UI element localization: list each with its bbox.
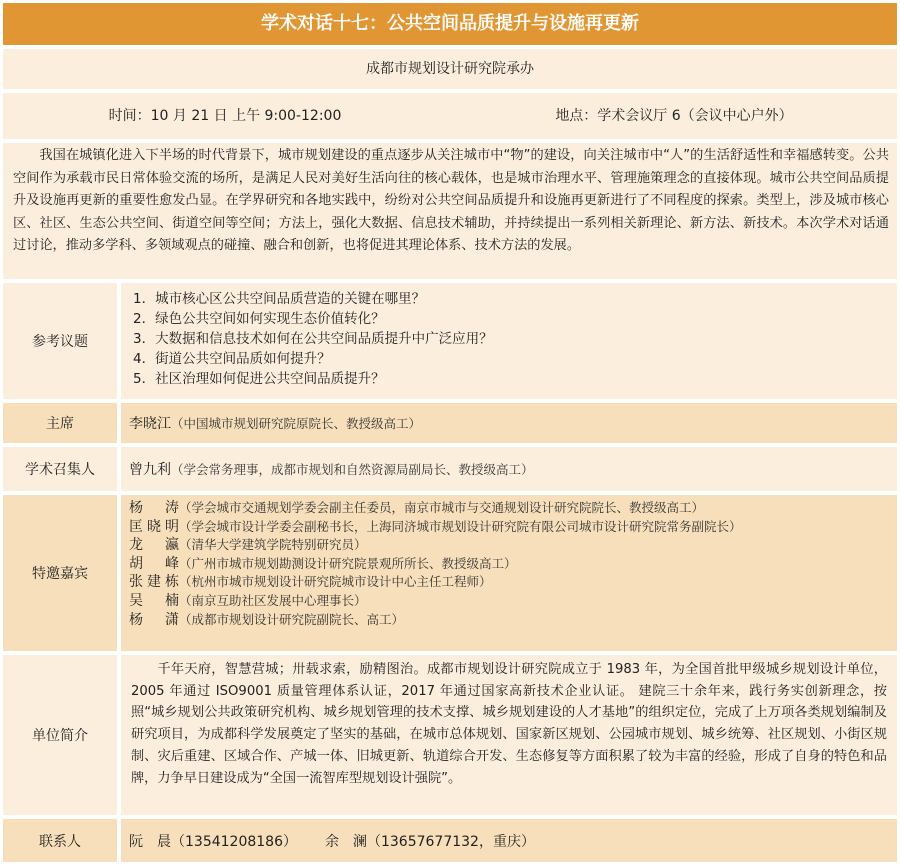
page-title: 学术对话十七：公共空间品质提升与设施再更新 (3, 3, 897, 45)
topics-label: 参考议题 (3, 283, 117, 399)
chair-row (3, 403, 897, 443)
guest-item (129, 611, 897, 630)
chair-label: 主席 (3, 403, 117, 443)
chair-name: 李晓江 (129, 416, 171, 432)
guest-name: 张建栋 (129, 574, 179, 591)
guest-item (129, 518, 897, 537)
guest-desc: （学会城市设计学委会副秘书长，上海同济城市规划设计研究院有限公司城市设计研究院常务副院长） (179, 518, 742, 534)
convener-row (3, 447, 897, 491)
guest-desc: （学会城市交通规划学委会副主任委员，南京市城市与交通规划设计研究院院长、教授级高工） (179, 500, 705, 515)
guest-name: 龙瀛 (129, 537, 179, 554)
schedule-table (3, 3, 897, 862)
guest-item (129, 555, 897, 574)
convener-name: 曾九利 (129, 462, 171, 478)
guest-name: 匡晓明 (129, 518, 179, 535)
guest-desc: （广州市城市规划勘测设计研究院景观所所长、教授级高工） (179, 555, 517, 571)
topic-item: 1．城市核心区公共空间品质营造的关键在哪里？ (133, 291, 426, 307)
time-place-row (3, 93, 897, 139)
event-place: 地点：学术会议厅 6（会议中心户外） (555, 108, 793, 124)
guest-item (129, 573, 897, 592)
convener-desc: （学会常务理事，成都市规划和自然资源局副局长、教授级高工） (171, 462, 534, 477)
host-organization: 成都市规划设计研究院承办 (3, 49, 897, 89)
event-time: 时间：10 月 21 日 上午 9:00-12:00 (108, 108, 342, 124)
topics-row (3, 283, 897, 399)
guest-name: 杨涛 (129, 500, 179, 516)
guests-label: 特邀嘉宾 (3, 495, 117, 651)
guest-item (129, 499, 897, 518)
contact-phone: （13657677132，重庆） (366, 833, 535, 850)
guest-name: 吴楠 (129, 592, 179, 609)
guest-item (129, 536, 897, 555)
contact-phone: （13541208186） (171, 833, 297, 850)
unit-row (3, 655, 897, 815)
topics-list (121, 283, 897, 389)
topic-item: 2．绿色公共空间如何实现生态价值转化？ (133, 311, 385, 327)
topic-item: 4．街道公共空间品质如何提升？ (133, 351, 331, 367)
convener-label: 学术召集人 (3, 447, 117, 491)
guest-name: 胡峰 (129, 555, 179, 572)
contact-name: 余 澜 (324, 833, 367, 850)
contact-row (3, 819, 897, 862)
topic-item: 5．社区治理如何促进公共空间品质提升？ (133, 371, 385, 387)
intro-paragraph: 我国在城镇化进入下半场的时代背景下，城市规划建设的重点逐步从关注城市中“物”的建设，向关注城市中“人”的生活舒适性和幸福感转变。公共空间作为承载市民日常体验交流的场所，是满足人民对美好生活向往的核心载体，也是城市治理水平、管理施策理念的直接体现。城市公共空间品质提升及设施再更新的重要性愈发凸显。在学界研究和各地实践中，纷纷对公共空间品质提升和设施再更新进行了不同程度的探索。类型上，涉及城市核心区、社区、生态公共空间、街道空间等空间；方法上，强化大数据、信息技术辅助，并持续提出一系列相关新理论、新方法、新技术。本次学术对话通过讨论，推动多学科、多领域观点的碰撞、融合和创新，也将促进其理论体系、技术方法的发展。 (3, 143, 897, 279)
topic-item: 3．大数据和信息技术如何在公共空间品质提升中广泛应用？ (133, 331, 493, 347)
guest-item (129, 592, 897, 611)
guest-desc: （清华大学建筑学院特别研究员） (179, 537, 367, 553)
guest-name: 杨潇 (129, 611, 179, 628)
guests-list (121, 495, 897, 651)
unit-description: 千年天府，智慧营城；卅载求索，励精图治。成都市规划设计研究院成立于 1983 年，为全国首批甲级城乡规划设计单位，2005 年通过 ISO9001 质量管理体系认证，2017 年通过国家高新技术企业认证。 建院三十余年来，践行务实创新理念，按照“城乡规划公共政策研究机构、城乡规划管理的技术支撑、城乡规划建设的人才基地”的组织定位，完成了上万项各类规划编制及研究项目，为成都科学发展奠定了坚实的基础，在城市总体规划、国家新区规划、公园城市规划、城乡统筹、社区规划、小街区规制、灾后重建、区域合作、产城一体、旧城更新、轨道综合开发、生态修复等方面积累了较为丰富的经验，形成了自身的特色和品牌，力争早日建设成为“全国一流智库型规划设计强院”。 (121, 655, 897, 815)
guests-row (3, 495, 897, 651)
contact-label: 联系人 (3, 819, 117, 862)
guest-desc: （南京互助社区发展中心理事长） (179, 592, 367, 608)
guest-desc: （杭州市城市规划设计研究院城市设计中心主任工程师） (179, 574, 492, 590)
guest-desc: （成都市规划设计研究院副院长、高工） (179, 611, 405, 627)
contact-name: 阮 晨 (129, 833, 171, 850)
unit-label: 单位简介 (3, 655, 117, 815)
chair-desc: （中国城市规划研究院原院长、教授级高工） (171, 416, 422, 431)
